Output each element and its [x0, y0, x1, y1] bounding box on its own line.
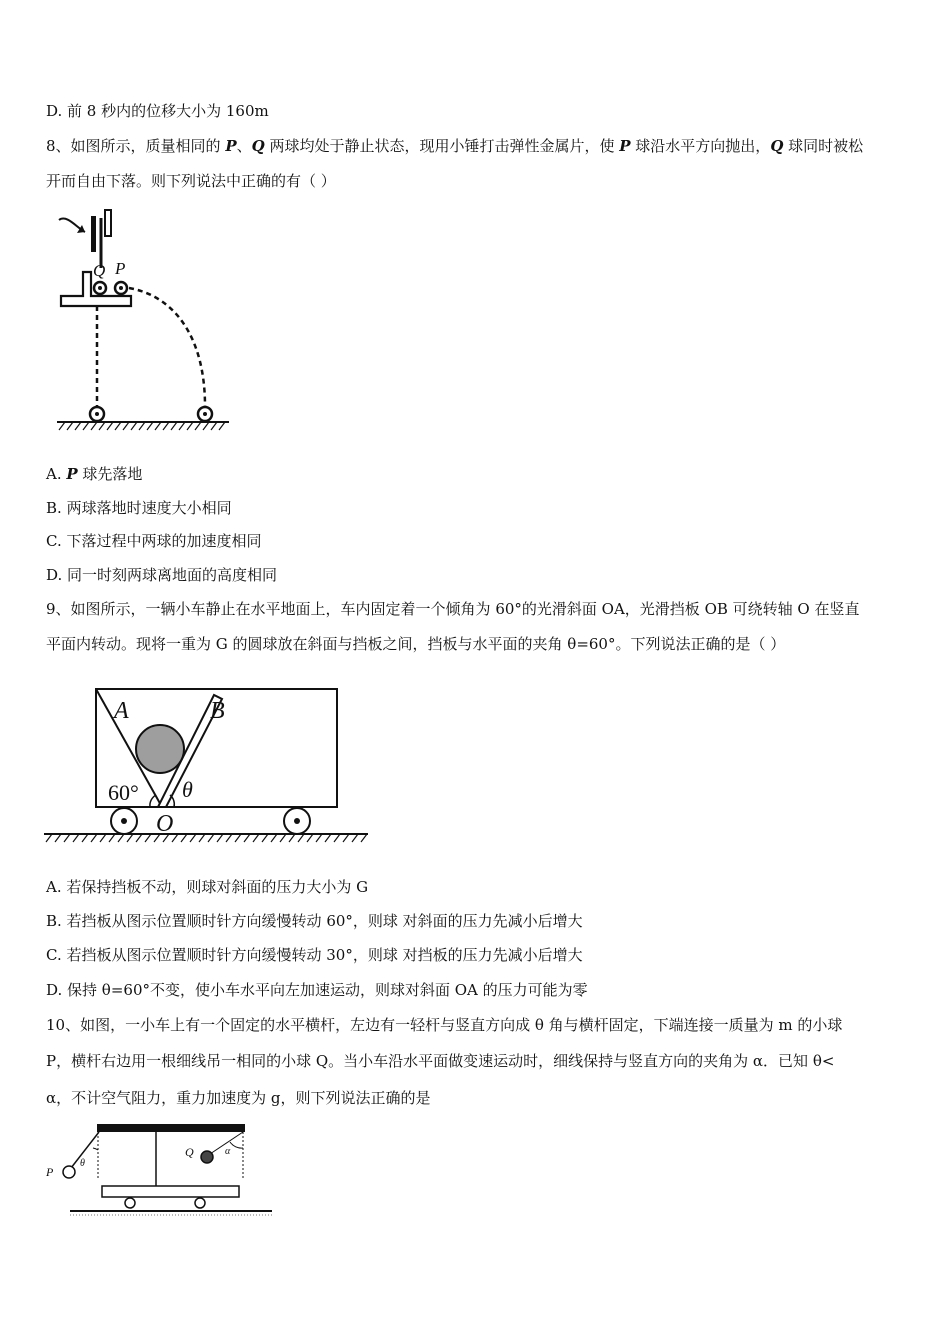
q9-ball	[136, 725, 184, 773]
q9-label-a: A	[114, 698, 129, 724]
q8-label-q: Q	[93, 261, 106, 280]
option-prefix: C.	[46, 532, 67, 550]
option-text: 下落过程中两球的加速度相同	[66, 532, 262, 550]
q9-option-b: B. 若挡板从图示位置顺时针方向缓慢转动 60°，则球 对斜面的压力先减小后增大	[46, 912, 583, 930]
q10-label-alpha: α	[225, 1146, 231, 1157]
q8-stem-text: 、	[236, 137, 252, 155]
q9-option-a: A. 若保持挡板不动，则球对斜面的压力大小为 G	[46, 878, 369, 896]
q10-label-theta: θ	[80, 1158, 85, 1169]
q9-stem-line1: 9、如图所示，一辆小车静止在水平地面上，车内固定着一个倾角为 60°的光滑斜面 OA，光滑挡板 OB 可绕转轴 O 在竖直	[46, 600, 860, 618]
q8-var-p: P	[619, 137, 631, 155]
q8-var-q: Q	[251, 137, 265, 155]
q8-stem-text: 8、如图所示，质量相同的	[46, 137, 226, 155]
q9-label-o: O	[156, 811, 174, 837]
q10-stem-line2: P，横杆右边用一根细线吊一相同的小球 Q。当小车沿水平面做变速运动时，细线保持与竖直方向的夹角为 α．已知 θ<	[46, 1052, 835, 1070]
option-text: 球先落地	[77, 465, 143, 483]
q8-stem-line1	[46, 135, 863, 157]
q10-stem-line3: α，不计空气阻力，重力加速度为 g，则下列说法正确的是	[46, 1089, 431, 1107]
q8-option-d	[46, 564, 277, 586]
q8-var-q: Q	[770, 137, 784, 155]
q7-option-d: D. 前 8 秒内的位移大小为 160m	[46, 102, 269, 120]
q9-label-60: 60°	[108, 780, 139, 805]
q8-label-p: P	[115, 259, 126, 278]
q9-label-theta: θ	[182, 777, 193, 802]
q8-var-p: P	[66, 465, 78, 483]
q8-option-b	[46, 497, 232, 519]
q10-figure-cart-pendulum	[44, 1120, 284, 1220]
q10-stem-line1: 10、如图，一小车上有一个固定的水平横杆，左边有一轻杆与竖直方向成 θ 角与横杆固定，下端连接一质量为 m 的小球	[46, 1016, 843, 1034]
q9-option-c: C. 若挡板从图示位置顺时针方向缓慢转动 30°，则球 对挡板的压力先减小后增大	[46, 946, 583, 964]
q10-label-p: P	[46, 1165, 54, 1179]
option-prefix: D.	[46, 566, 68, 584]
q10-ball-p	[63, 1166, 75, 1178]
option-prefix: A.	[46, 465, 67, 483]
q8-stem-text: 两球均处于静止状态，现用小锤打击弹性金属片，使	[264, 137, 620, 155]
q10-label-q: Q	[185, 1145, 194, 1159]
q9-option-d: D. 保持 θ=60°不变，使小车水平向左加速运动，则球对斜面 OA 的压力可能为零	[46, 981, 588, 999]
q8-option-a	[46, 463, 142, 485]
q10-ball-q	[201, 1151, 213, 1163]
q8-stem-line2: 开而自由下落。则下列说法中正确的有（ ）	[46, 172, 336, 190]
q8-stem-text: 球沿水平方向抛出，	[630, 137, 771, 155]
q9-figure-cart	[44, 685, 374, 850]
q8-figure-projectile	[55, 208, 235, 438]
option-text: 两球落地时速度大小相同	[66, 499, 232, 517]
q8-option-c	[46, 530, 262, 552]
option-prefix: B.	[46, 499, 67, 517]
q9-label-b: B	[210, 698, 225, 724]
q8-var-p: P	[225, 137, 237, 155]
q9-stem-line2: 平面内转动。现将一重为 G 的圆球放在斜面与挡板之间，挡板与水平面的夹角 θ=60°。下列说法正确的是（ ）	[46, 635, 786, 653]
q8-stem-text: 球同时被松	[783, 137, 864, 155]
option-text: 同一时刻两球离地面的高度相同	[67, 566, 278, 584]
